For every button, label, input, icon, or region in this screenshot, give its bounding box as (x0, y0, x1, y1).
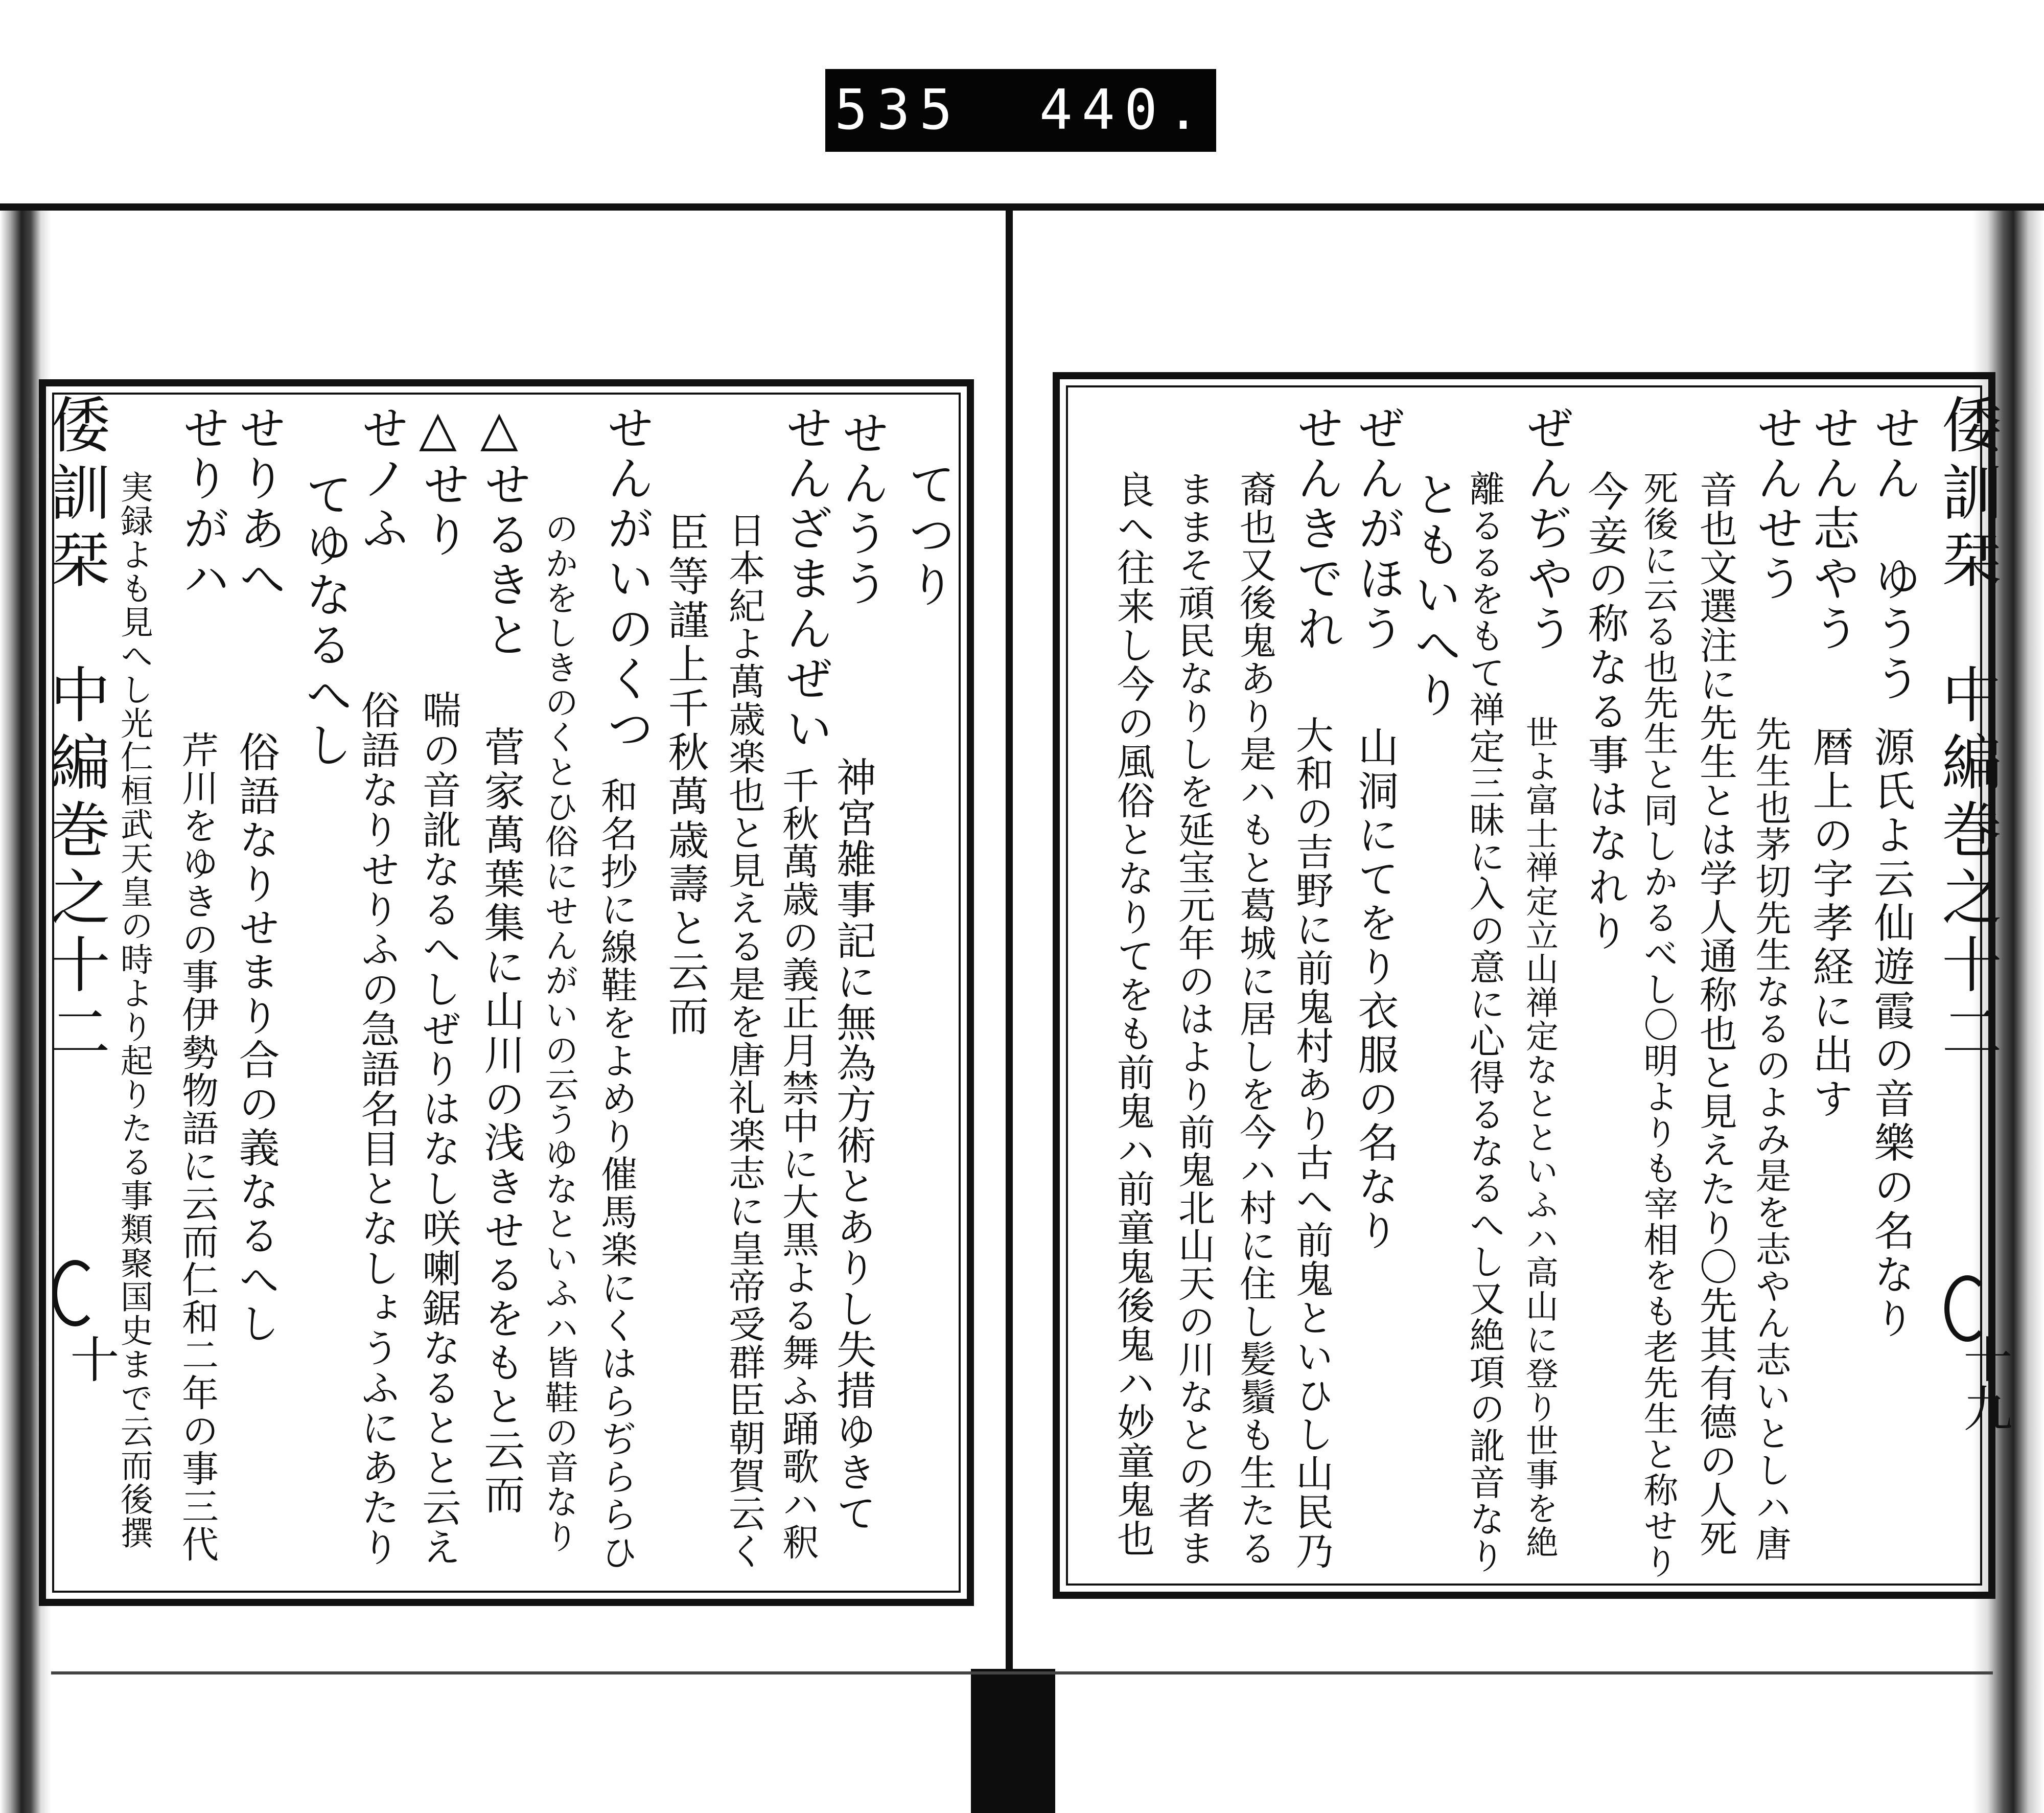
left-col-17: てゆなるへし (298, 470, 353, 771)
scan-top-bar (0, 203, 2044, 211)
right-page-title: 倭訓栞 中編巻之十二 (1932, 394, 2002, 1068)
film-number-right: 440. (1039, 78, 1209, 142)
left-col-22: 実録よも見へし光仁桓武天皇の時より起りたる事類聚国史まで云而後撰 (115, 470, 153, 1550)
right-col-5: せんせう (1749, 404, 1804, 604)
left-col-14: 喘の音訛なるへしぜりはなし咲喇鋸なるとと云え (416, 690, 461, 1567)
right-col-18: 裔也又後鬼あり是ハもと葛城に居しを今ハ村に住し髪鬚も生たる (1234, 470, 1276, 1567)
left-col-8: せんがいのくつ (599, 404, 654, 754)
left-page-number: 十 (62, 1334, 120, 1383)
right-col-16: せんきでれ (1289, 404, 1344, 654)
left-col-10: のかをしきのくとひ俗にせんがいの云うゆなといふハ皆鞋の音なり (539, 511, 578, 1554)
right-col-11: 世よ富士禅定立山禅定なとといふハ高山に登り世事を絶 (1520, 716, 1558, 1559)
left-page-title: 倭訓栞 中編巻之十二 (40, 394, 110, 1068)
fishtail-mark-left (52, 1260, 98, 1326)
right-col-12: 離るるをもて禅定三昧に入の意に心得るなるへし又絶項の訛音なり (1464, 470, 1505, 1574)
left-col-5: 千秋萬歳の義正月禁中に大黒よる舞ふ踊歌ハ釈 (776, 767, 819, 1561)
left-col-16: 俗語なりせりふの急語名目となしょうふにあたり (355, 690, 400, 1567)
triangle-mark-1: △ (480, 400, 518, 457)
left-col-18: せりあへ (231, 404, 286, 604)
right-col-9: 今妾の称なる事はなれり (1581, 470, 1629, 954)
right-col-1: せん ゆうう (1867, 404, 1921, 704)
left-col-1: てつり (901, 460, 956, 610)
right-col-3: せん志やう (1805, 404, 1860, 654)
left-col-9: 和名抄に線鞋をよめり催馬楽にくはらぢららひ (595, 777, 638, 1571)
right-col-19: ままそ頑民なりしを延宝元年のはより前鬼北山天の川なとの者ま (1172, 470, 1215, 1567)
triangle-mark-2: △ (419, 400, 457, 457)
right-col-20: 良へ往来し今の風俗となりてをも前鬼ハ前童鬼後鬼ハ妙童鬼也 (1111, 470, 1155, 1558)
left-col-2: せんうう (834, 409, 889, 609)
left-col-13: せり (415, 460, 470, 560)
left-col-21: 芹川をゆきの事伊勢物語に云而仁和二年の事三代 (176, 731, 219, 1563)
right-col-15: 山洞にてをり衣服の名なり (1351, 726, 1399, 1253)
left-col-4: せんざまんぜい (778, 404, 833, 754)
left-col-19: 俗語なりせまり合の義なるへし (232, 731, 280, 1346)
left-col-12: 菅家萬葉集に山川の浅きせるをもと云而 (477, 726, 525, 1517)
right-page-number: 十九 (1956, 1334, 2013, 1432)
left-col-15: せノふ (354, 404, 409, 554)
left-col-6: 日本紀よ萬歳楽也と見える是を唐礼楽志に皇帝受群臣朝賀云く (723, 511, 765, 1570)
book-spine (1006, 211, 1013, 1693)
right-col-14: ぜんがほう (1351, 404, 1405, 654)
fishtail-mark-right (1944, 1275, 1990, 1342)
left-col-11: せるきと (477, 460, 531, 660)
left-col-3: 神宮雑事記に無為方術とありし失措ゆきて (830, 756, 876, 1533)
right-col-10: ぜんぢやう (1519, 404, 1574, 654)
right-col-13: ともいへり (1407, 470, 1461, 721)
left-col-7: 臣等謹上千秋萬歳壽と云而 (661, 511, 709, 1039)
right-col-17: 大和の吉野に前鬼村あり古へ前鬼といひし山民乃 (1290, 716, 1334, 1570)
left-col-20: せりがハ (175, 404, 230, 604)
right-col-4: 暦上の字孝経に出す (1806, 726, 1853, 1121)
film-number-left: 535 (834, 78, 962, 142)
film-frame-label (825, 69, 1216, 152)
page-bottom-edge (51, 1671, 1993, 1674)
right-col-6: 先生也茅切先生なるのよみ是を志やん志いとしハ唐 (1750, 716, 1792, 1562)
right-col-7: 音也文選注に先生とは学人通称也と見えたり〇先其有德の人死 (1693, 470, 1737, 1558)
right-col-2: 源氏よ云仙遊霞の音樂の名なり (1867, 726, 1915, 1341)
gutter-shadow (971, 1669, 1055, 1813)
right-col-8: 死後に云る也先生と同しかるべし〇明よりも宰相をも老先生と称せり (1638, 470, 1678, 1579)
